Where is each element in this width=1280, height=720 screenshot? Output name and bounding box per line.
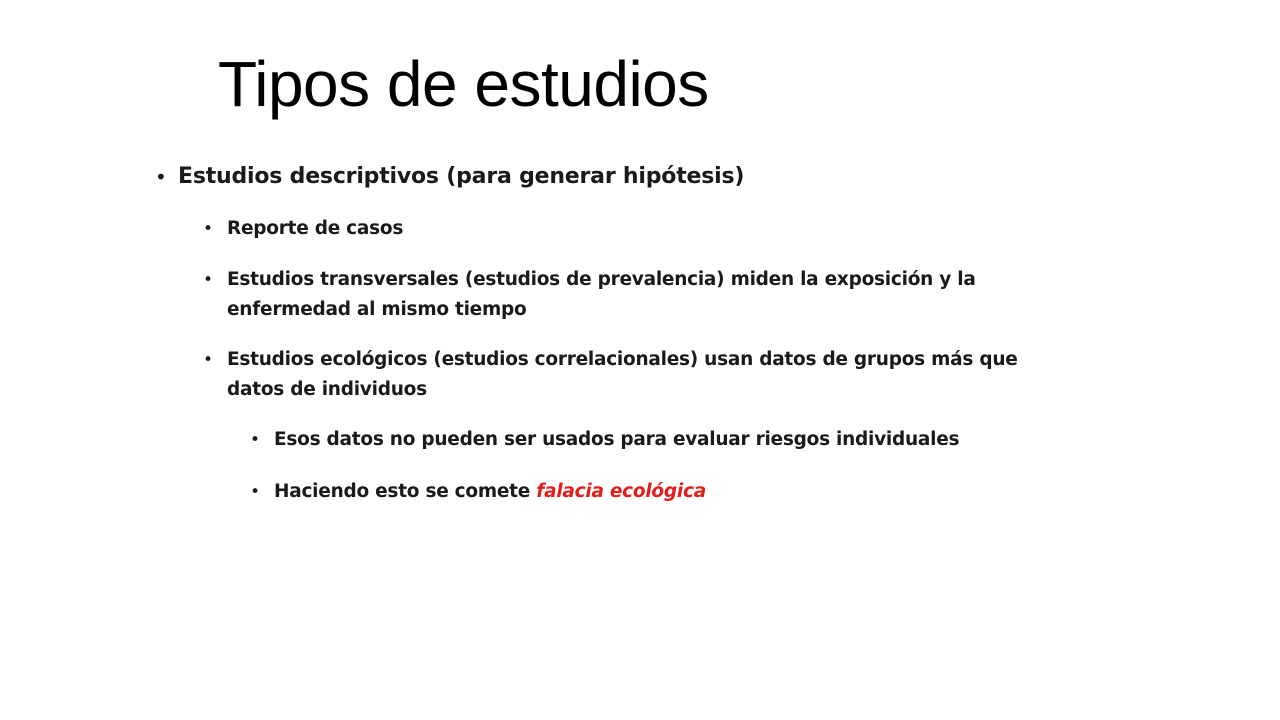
bullet-icon: • xyxy=(155,165,167,189)
bullet-icon: • xyxy=(250,482,261,502)
bullet-text: Estudios ecológicos (estudios correlacionales) usan datos de grupos más que datos de individuos xyxy=(227,349,1018,400)
bullet-text: Reporte de casos xyxy=(227,218,404,239)
bullet-icon: • xyxy=(203,219,214,239)
bullet-icon: • xyxy=(203,270,214,290)
bullet-text-prefix: Haciendo esto se comete xyxy=(274,481,537,502)
bullet-text: Esos datos no pueden ser usados para evaluar riesgos individuales xyxy=(274,429,960,450)
bullet-text xyxy=(274,477,706,507)
slide-title: Tipos de estudios xyxy=(218,48,709,120)
emphasized-term-ecological-fallacy: falacia ecológica xyxy=(536,481,706,502)
bullet-icon: • xyxy=(250,430,261,450)
bullet-icon: • xyxy=(203,350,214,370)
bullet-text: Estudios transversales (estudios de prevalencia) miden la exposición y la enfermedad al mismo tiempo xyxy=(227,269,976,320)
bullet-text: Estudios descriptivos (para generar hipótesis) xyxy=(178,164,745,189)
